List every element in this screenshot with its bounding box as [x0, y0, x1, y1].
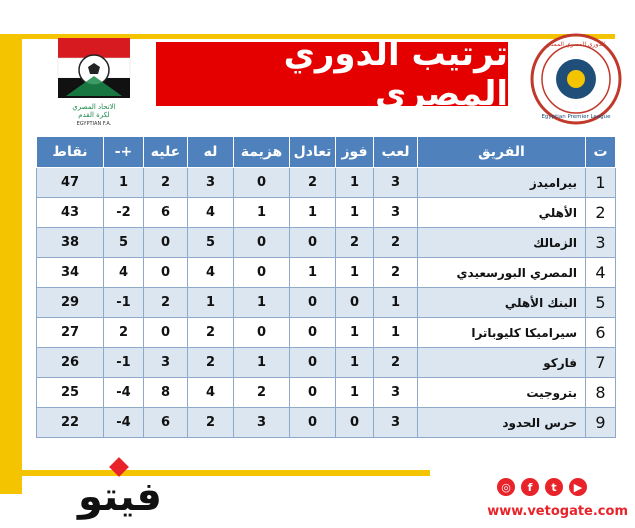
cell-played: 3 [374, 378, 418, 408]
cell-points: 26 [37, 348, 104, 378]
cell-rank: 4 [586, 258, 616, 288]
cell-rank: 8 [586, 378, 616, 408]
cell-goals-against: 2 [144, 168, 188, 198]
page-title: ترتيب الدوري المصري [283, 34, 508, 114]
cell-points: 22 [37, 408, 104, 438]
cell-played: 3 [374, 198, 418, 228]
svg-text:فيتو: فيتو [78, 474, 162, 520]
cell-points: 29 [37, 288, 104, 318]
cell-won: 1 [336, 258, 374, 288]
cell-played: 2 [374, 258, 418, 288]
social-links [497, 478, 587, 496]
cell-drawn: 0 [290, 228, 336, 258]
header-rank: ت [586, 137, 616, 168]
cell-goal-difference: 1- [104, 288, 144, 318]
twitter-icon[interactable]: t [545, 478, 563, 496]
svg-text:الدوري المصري الممتاز: الدوري المصري الممتاز [546, 41, 606, 48]
cell-points: 25 [37, 378, 104, 408]
cell-won: 0 [336, 408, 374, 438]
cell-team: حرس الحدود [418, 408, 586, 438]
cell-team: بيراميدز [418, 168, 586, 198]
cell-goals-against: 8 [144, 378, 188, 408]
cell-won: 2 [336, 228, 374, 258]
table-row [37, 228, 616, 258]
cell-points: 27 [37, 318, 104, 348]
cell-drawn: 0 [290, 348, 336, 378]
table-header-row [37, 137, 616, 168]
cell-won: 1 [336, 168, 374, 198]
svg-text:EGYPTIAN F.A.: EGYPTIAN F.A. [76, 121, 112, 127]
header-lost: هزيمة [234, 137, 290, 168]
cell-played: 2 [374, 348, 418, 378]
cell-rank: 3 [586, 228, 616, 258]
cell-rank: 1 [586, 168, 616, 198]
cell-goal-difference: 4 [104, 258, 144, 288]
table-row [37, 348, 616, 378]
veto-brand-logo [60, 452, 180, 522]
table-row [37, 168, 616, 198]
cell-goals-for: 2 [188, 318, 234, 348]
cell-goals-for: 4 [188, 378, 234, 408]
cell-drawn: 2 [290, 168, 336, 198]
cell-goals-against: 0 [144, 318, 188, 348]
youtube-icon[interactable]: ▶ [569, 478, 587, 496]
cell-lost: 0 [234, 318, 290, 348]
cell-goals-against: 6 [144, 198, 188, 228]
cell-points: 38 [37, 228, 104, 258]
table-row [37, 288, 616, 318]
cell-goals-for: 5 [188, 228, 234, 258]
cell-rank: 9 [586, 408, 616, 438]
cell-points: 47 [37, 168, 104, 198]
header-points: نقاط [37, 137, 104, 168]
cell-lost: 0 [234, 168, 290, 198]
cell-team: الزمالك [418, 228, 586, 258]
cell-goal-difference: 5 [104, 228, 144, 258]
cell-won: 1 [336, 198, 374, 228]
table-row [37, 198, 616, 228]
cell-goals-for: 1 [188, 288, 234, 318]
cell-goal-difference: 2 [104, 318, 144, 348]
cell-drawn: 0 [290, 318, 336, 348]
cell-rank: 5 [586, 288, 616, 318]
cell-lost: 1 [234, 348, 290, 378]
cell-team: فاركو [418, 348, 586, 378]
cell-goals-for: 3 [188, 168, 234, 198]
cell-rank: 2 [586, 198, 616, 228]
cell-lost: 0 [234, 228, 290, 258]
cell-drawn: 0 [290, 288, 336, 318]
header-goals-against: عليه [144, 137, 188, 168]
standings-table [36, 136, 616, 438]
cell-goals-for: 2 [188, 348, 234, 378]
cell-lost: 1 [234, 288, 290, 318]
cell-won: 1 [336, 378, 374, 408]
cell-goals-for: 4 [188, 258, 234, 288]
egyptian-premier-league-logo [529, 32, 623, 126]
cell-goals-for: 2 [188, 408, 234, 438]
title-banner [156, 34, 508, 114]
egyptian-fa-logo [48, 36, 140, 128]
cell-goals-against: 0 [144, 258, 188, 288]
table-row [37, 318, 616, 348]
cell-won: 0 [336, 288, 374, 318]
cell-team: سيراميكا كليوباترا [418, 318, 586, 348]
table-row [37, 378, 616, 408]
instagram-icon[interactable]: ◎ [497, 478, 515, 496]
cell-lost: 1 [234, 198, 290, 228]
cell-drawn: 0 [290, 378, 336, 408]
cell-lost: 0 [234, 258, 290, 288]
svg-text:لكرة القدم: لكرة القدم [78, 111, 110, 119]
cell-played: 2 [374, 228, 418, 258]
cell-points: 43 [37, 198, 104, 228]
cell-rank: 6 [586, 318, 616, 348]
cell-goals-for: 4 [188, 198, 234, 228]
cell-lost: 3 [234, 408, 290, 438]
header-drawn: تعادل [290, 137, 336, 168]
cell-played: 1 [374, 318, 418, 348]
cell-lost: 2 [234, 378, 290, 408]
svg-text:الاتحاد المصري: الاتحاد المصري [72, 103, 116, 111]
cell-drawn: 0 [290, 408, 336, 438]
cell-played: 1 [374, 288, 418, 318]
cell-team: بتروجيت [418, 378, 586, 408]
header-goals-for: له [188, 137, 234, 168]
cell-team: المصري البورسعيدي [418, 258, 586, 288]
cell-team: الأهلي [418, 198, 586, 228]
header-goal-difference: +- [104, 137, 144, 168]
cell-goal-difference: 1- [104, 348, 144, 378]
cell-goal-difference: 1 [104, 168, 144, 198]
cell-goals-against: 2 [144, 288, 188, 318]
cell-won: 1 [336, 348, 374, 378]
cell-goal-difference: 4- [104, 408, 144, 438]
header-team: الفريق [418, 137, 586, 168]
header-won: فوز [336, 137, 374, 168]
cell-rank: 7 [586, 348, 616, 378]
cell-goal-difference: 4- [104, 378, 144, 408]
cell-team: البنك الأهلي [418, 288, 586, 318]
header-played: لعب [374, 137, 418, 168]
cell-goals-against: 3 [144, 348, 188, 378]
cell-won: 1 [336, 318, 374, 348]
facebook-icon[interactable]: f [521, 478, 539, 496]
website-link[interactable]: www.vetogate.com [487, 504, 628, 519]
table-row [37, 408, 616, 438]
svg-text:Egyptian Premier League: Egyptian Premier League [541, 114, 611, 120]
cell-drawn: 1 [290, 258, 336, 288]
cell-played: 3 [374, 408, 418, 438]
cell-played: 3 [374, 168, 418, 198]
cell-drawn: 1 [290, 198, 336, 228]
cell-goals-against: 6 [144, 408, 188, 438]
cell-goal-difference: 2- [104, 198, 144, 228]
frame-left-bar [0, 34, 22, 494]
table-row [37, 258, 616, 288]
cell-goals-against: 0 [144, 228, 188, 258]
cell-points: 34 [37, 258, 104, 288]
